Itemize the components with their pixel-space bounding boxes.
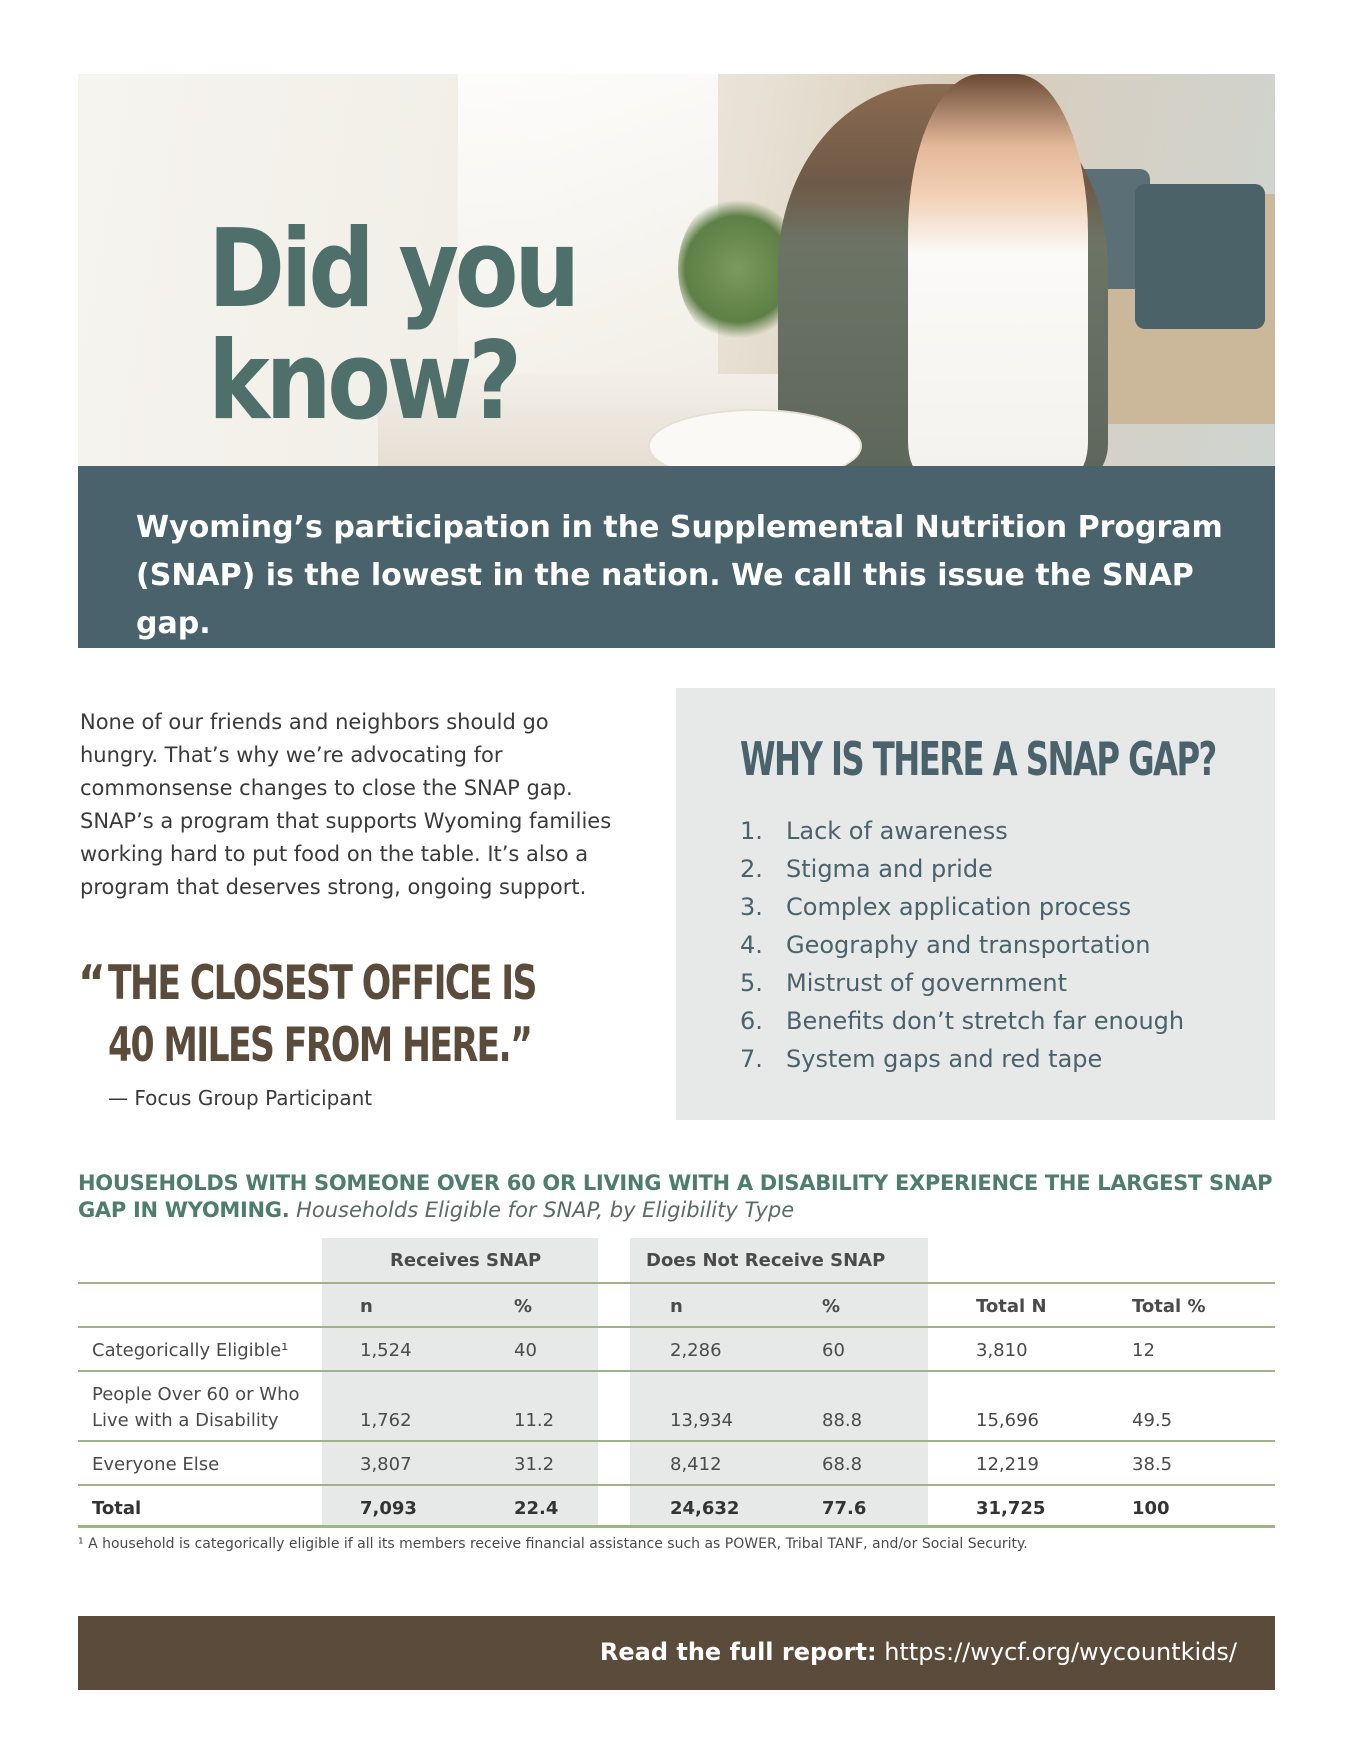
list-item-text: Geography and transportation bbox=[786, 931, 1151, 959]
row-label-total: Total bbox=[92, 1498, 142, 1519]
table-cell: 88.8 bbox=[822, 1410, 863, 1431]
table-rule bbox=[78, 1282, 1275, 1284]
table-cell: 38.5 bbox=[1132, 1454, 1173, 1475]
table-cell: 77.6 bbox=[822, 1498, 867, 1519]
table-cell: 12,219 bbox=[976, 1454, 1039, 1475]
group-header-not-receives: Does Not Receive SNAP bbox=[646, 1250, 886, 1271]
quote-mark: “ bbox=[78, 956, 104, 1011]
row-label: Live with a Disability bbox=[92, 1410, 279, 1431]
table-rule bbox=[78, 1370, 1275, 1372]
col-header-total-n: Total N bbox=[976, 1296, 1047, 1317]
list-item-text: Lack of awareness bbox=[786, 817, 1008, 845]
row-label: Categorically Eligible¹ bbox=[92, 1340, 289, 1361]
hero-title-line2: know? bbox=[208, 319, 518, 444]
report-link[interactable]: https://wycf.org/wycountkids/ bbox=[884, 1638, 1237, 1666]
table-cell: 68.8 bbox=[822, 1454, 863, 1475]
why-list bbox=[740, 812, 1184, 1078]
pull-quote bbox=[78, 953, 538, 1077]
why-panel bbox=[676, 688, 1275, 1120]
col-header-n: n bbox=[670, 1296, 683, 1317]
list-item bbox=[740, 964, 1184, 1002]
footer-label: Read the full report: bbox=[599, 1638, 877, 1666]
eligibility-table bbox=[78, 1238, 1275, 1528]
list-item-number: 7. bbox=[740, 1045, 763, 1073]
list-item-text: Complex application process bbox=[786, 893, 1132, 921]
table-cell: 7,093 bbox=[360, 1498, 417, 1519]
list-item-number: 4. bbox=[740, 931, 763, 959]
table-cell: 49.5 bbox=[1132, 1410, 1173, 1431]
table-cell: 8,412 bbox=[670, 1454, 722, 1475]
table-heading-bold: HOUSEHOLDS WITH SOMEONE OVER 60 OR LIVING WITH A DISABILITY EXPERIENCE THE LARGEST SNAP GAP IN WYOMING. bbox=[78, 1171, 1273, 1222]
table-rule bbox=[78, 1525, 1275, 1528]
table-cell: 100 bbox=[1132, 1498, 1170, 1519]
list-item-text: System gaps and red tape bbox=[786, 1045, 1103, 1073]
list-item bbox=[740, 888, 1184, 926]
table-cell: 24,632 bbox=[670, 1498, 740, 1519]
col-header-total-pct: Total % bbox=[1132, 1296, 1206, 1317]
why-title: WHY IS THERE A SNAP GAP? bbox=[740, 732, 1216, 786]
quote-line1: THE CLOSEST OFFICE IS bbox=[108, 956, 536, 1011]
table-cell: 12 bbox=[1132, 1340, 1155, 1361]
table-cell: 13,934 bbox=[670, 1410, 733, 1431]
table-cell: 40 bbox=[514, 1340, 537, 1361]
quote-line2: 40 MILES FROM HERE.” bbox=[108, 1018, 532, 1073]
table-cell: 15,696 bbox=[976, 1410, 1039, 1431]
list-item-text: Stigma and pride bbox=[786, 855, 993, 883]
list-item-number: 6. bbox=[740, 1007, 763, 1035]
table-cell: 3,807 bbox=[360, 1454, 412, 1475]
snap-gap-banner bbox=[78, 466, 1275, 648]
row-label: People Over 60 or Who bbox=[92, 1384, 300, 1405]
list-item-number: 5. bbox=[740, 969, 763, 997]
table-cell: 11.2 bbox=[514, 1410, 555, 1431]
col-header-n: n bbox=[360, 1296, 373, 1317]
list-item-text: Mistrust of government bbox=[786, 969, 1067, 997]
list-item bbox=[740, 926, 1184, 964]
table-rule bbox=[78, 1326, 1275, 1328]
list-item bbox=[740, 1002, 1184, 1040]
row-label: Everyone Else bbox=[92, 1454, 220, 1475]
table-footnote: ¹ A household is categorically eligible if all its members receive financial assistance such as POWER, Tribal TANF, and/or Social Security. bbox=[78, 1536, 1028, 1552]
hero-photo bbox=[78, 74, 1275, 466]
hero-title bbox=[208, 207, 577, 444]
table-rule bbox=[78, 1440, 1275, 1442]
list-item bbox=[740, 1040, 1184, 1078]
banner-text: Wyoming’s participation in the Supplemental Nutrition Program (SNAP) is the lowest in the nation. We call this issue the SNAP gap. bbox=[136, 510, 1223, 641]
hero-title-line1: Did you bbox=[208, 207, 577, 332]
table-rule bbox=[78, 1484, 1275, 1486]
hero-pillow bbox=[1135, 184, 1265, 329]
table-heading-italic: Households Eligible for SNAP, by Eligibility Type bbox=[296, 1198, 795, 1222]
list-item-number: 3. bbox=[740, 893, 763, 921]
footer-bar bbox=[78, 1616, 1275, 1690]
table-cell: 60 bbox=[822, 1340, 845, 1361]
hero-child bbox=[908, 74, 1088, 466]
group-header-receives: Receives SNAP bbox=[390, 1250, 542, 1271]
list-item bbox=[740, 850, 1184, 888]
list-item-number: 2. bbox=[740, 855, 763, 883]
list-item-text: Benefits don’t stretch far enough bbox=[786, 1007, 1185, 1035]
table-cell: 22.4 bbox=[514, 1498, 559, 1519]
quote-attribution: — Focus Group Participant bbox=[108, 1086, 373, 1110]
table-cell: 2,286 bbox=[670, 1340, 722, 1361]
table-cell: 1,524 bbox=[360, 1340, 412, 1361]
list-item bbox=[740, 812, 1184, 850]
table-cell: 31,725 bbox=[976, 1498, 1046, 1519]
list-item-number: 1. bbox=[740, 817, 763, 845]
table-heading bbox=[78, 1170, 1278, 1224]
table-cell: 31.2 bbox=[514, 1454, 555, 1475]
table-cell: 3,810 bbox=[976, 1340, 1028, 1361]
col-header-pct: % bbox=[514, 1296, 533, 1317]
table-cell: 1,762 bbox=[360, 1410, 412, 1431]
intro-paragraph: None of our friends and neighbors should go hungry. That’s why we’re advocating for commonsense changes to close the SNAP gap. SNAP’s a program that supports Wyoming families working hard to put food on the table. It’s also a program that deserves strong, ongoing support. bbox=[80, 710, 612, 899]
col-header-pct: % bbox=[822, 1296, 841, 1317]
